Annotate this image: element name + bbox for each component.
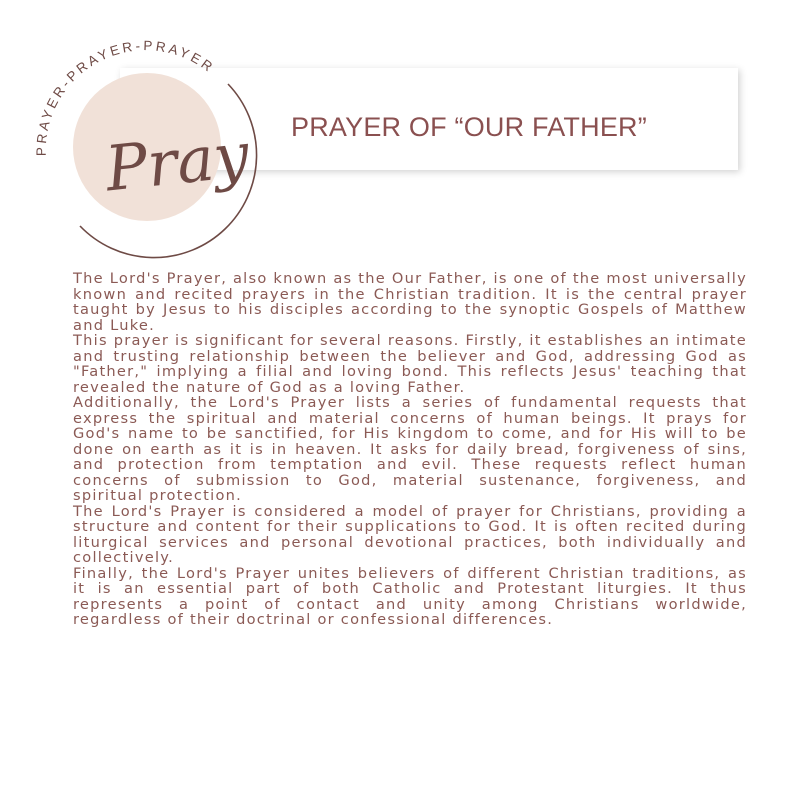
paragraph-1: The Lord's Prayer, also known as the Our Father, is one of the most universally known and recited prayers in the Christian tradition. It is the central prayer taught by Jesus to his disciples according to the synoptic Gospels of Matthew and Luke. [73, 270, 747, 334]
paragraph-5: Finally, the Lord's Prayer unites believers of different Christian traditions, as it is an essential part of both Catholic and Protestant liturgies. It thus represents a point of contact and unity among Christians worldwide, regardless of their doctrinal or confessional differences. [73, 564, 747, 628]
logo-script-word: Pray [102, 117, 253, 206]
pray-logo-graphic [20, 18, 270, 268]
logo-ring-text: PRAYER-PRAYER-PRAYER [33, 38, 218, 157]
article-body [73, 271, 747, 628]
pray-logo [20, 18, 270, 268]
paragraph-3: Additionally, the Lord's Prayer lists a series of fundamental requests that express the spiritual and material concerns of human beings. It prays for God's name to be sanctified, for His kingdom to come, and for His will to be done on earth as it is in heaven. It asks for daily bread, forgiveness of sins, and protection from temptation and evil. These requests reflect human concerns of submission to God, material sustenance, forgiveness, and spiritual protection. [73, 394, 747, 504]
paragraph-4: The Lord's Prayer is considered a model of prayer for Christians, providing a structure and content for their supplications to God. It is often recited during liturgical services and personal devotional practices, both individually and collectively. [73, 502, 747, 566]
paragraph-2: This prayer is significant for several reasons. Firstly, it establishes an intimate and trusting relationship between the believer and God, addressing God as "Father," implying a filial and loving bond. This reflects Jesus' teaching that revealed the nature of God as a loving Father. [73, 332, 747, 396]
page-title: PRAYER OF “OUR FATHER” [291, 112, 647, 142]
